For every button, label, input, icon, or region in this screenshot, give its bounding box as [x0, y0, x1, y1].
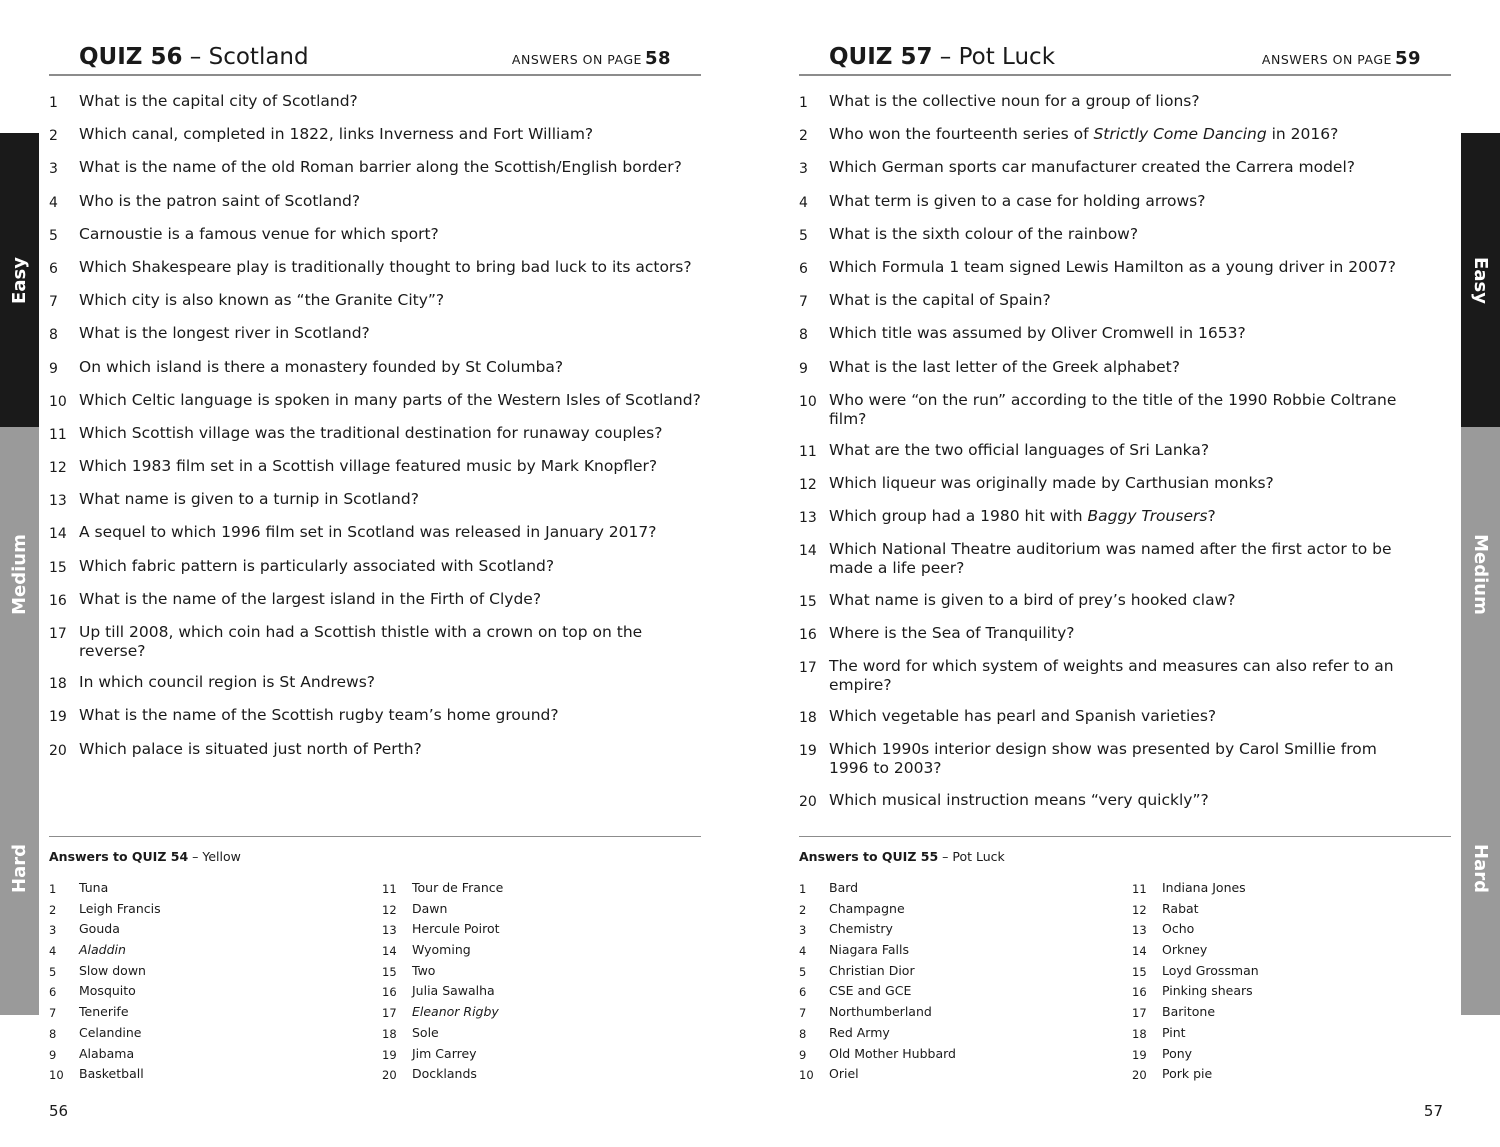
answer-text: Tuna — [79, 880, 109, 895]
answers-heading-quiz: Answers to QUIZ 55 — [799, 849, 939, 864]
question-text: Which fabric pattern is particularly associated with Scotland? — [79, 556, 555, 575]
quiz-title-sep: – — [182, 44, 209, 70]
question-item — [799, 740, 1459, 778]
answer-number: 17 — [382, 1006, 397, 1021]
question-text: What is the name of the largest island in the Firth of Clyde? — [79, 589, 542, 608]
answer-number: 18 — [1132, 1026, 1147, 1041]
answer-text: Aladdin — [79, 942, 126, 958]
question-item — [49, 125, 709, 146]
question-item — [799, 624, 1459, 645]
question-number: 1 — [799, 95, 808, 111]
question-text: A sequel to which 1996 film set in Scotland was released in January 2017? — [79, 523, 657, 542]
answers-column-2 — [382, 879, 503, 1086]
question-item — [49, 158, 709, 179]
answer-number: 14 — [382, 944, 397, 959]
answer-text: Oriel — [829, 1066, 859, 1082]
question-number: 16 — [799, 626, 817, 643]
question-item — [799, 324, 1459, 345]
answer-text: Gouda — [79, 921, 120, 937]
quiz-topic: Pot Luck — [958, 44, 1056, 70]
answer-text: Docklands — [412, 1066, 477, 1082]
question-number: 14 — [799, 543, 817, 560]
answer-number: 13 — [1132, 923, 1147, 938]
question-text: Which German sports car manufacturer created the Carrera model? — [829, 158, 1355, 177]
answers-on-label: ANSWERS ON PAGE — [511, 52, 642, 67]
answer-text: Red Army — [829, 1024, 890, 1040]
question-text: What is the capital of Spain? — [829, 291, 1051, 310]
answer-number: 9 — [49, 1047, 57, 1062]
question-number: 1 — [49, 95, 58, 111]
question-item — [49, 740, 709, 761]
question-item — [49, 324, 709, 345]
answer-item — [49, 941, 161, 962]
question-number: 3 — [799, 161, 808, 178]
answer-item — [1132, 920, 1259, 941]
question-item — [49, 490, 709, 511]
answer-text: Pony — [1162, 1045, 1193, 1061]
question-item — [49, 623, 709, 661]
answers-page-number: 58 — [644, 48, 671, 69]
answer-item — [382, 982, 503, 1003]
answer-text: Slow down — [79, 962, 146, 978]
question-item — [799, 358, 1459, 379]
question-item — [799, 225, 1459, 246]
tab-hard-label: Hard — [9, 843, 31, 893]
answer-text: Pinking shears — [1162, 983, 1253, 999]
answer-item — [1132, 1003, 1259, 1024]
question-text: What is the longest river in Scotland? — [79, 324, 370, 343]
answer-text: Alabama — [79, 1045, 135, 1061]
answer-text: Julia Sawalha — [412, 983, 495, 999]
tab-medium-label: Medium — [9, 533, 30, 615]
answer-item — [799, 1024, 956, 1045]
question-text: Which vegetable has pearl and Spanish varieties? — [829, 707, 1217, 726]
question-text: Which Shakespeare play is traditionally thought to bring bad luck to its actors? — [79, 257, 692, 276]
question-text: What is the capital city of Scotland? — [79, 92, 358, 110]
question-text: What is the last letter of the Greek alphabet? — [829, 357, 1180, 376]
answer-item — [1132, 1065, 1259, 1086]
answer-number: 19 — [1132, 1047, 1147, 1062]
answers-heading — [49, 849, 241, 864]
answer-item — [49, 982, 161, 1003]
answer-number: 19 — [382, 1047, 397, 1062]
answer-text: Jim Carrey — [412, 1045, 477, 1061]
answer-number: 7 — [799, 1006, 807, 1021]
question-number: 2 — [799, 128, 808, 145]
answer-text: Two — [412, 962, 436, 978]
question-text — [829, 507, 1459, 528]
answers-divider — [49, 836, 701, 837]
question-text: The word for which system of weights and measures can also refer to an empire? — [829, 657, 1394, 694]
answer-number: 2 — [799, 902, 807, 917]
answer-item — [799, 879, 956, 900]
question-item — [49, 391, 709, 412]
answer-item — [799, 1045, 956, 1066]
question-item — [799, 158, 1459, 179]
question-text: What name is given to a bird of prey’s hooked claw? — [829, 590, 1236, 609]
answers-column-2 — [1132, 879, 1259, 1086]
question-number: 2 — [49, 128, 58, 145]
right-page — [750, 0, 1500, 1147]
quiz-header — [49, 42, 701, 76]
answer-item — [1132, 982, 1259, 1003]
answer-text: Rabat — [1162, 900, 1199, 916]
answer-number: 3 — [49, 923, 57, 938]
answer-number: 2 — [49, 902, 57, 917]
answer-item — [382, 962, 503, 983]
question-number: 6 — [799, 260, 808, 277]
answer-text: Indiana Jones — [1162, 880, 1246, 895]
question-number: 19 — [49, 709, 67, 726]
question-text-part: ? — [1207, 507, 1216, 526]
answer-number: 8 — [799, 1026, 807, 1041]
answer-number: 6 — [799, 985, 807, 1000]
answer-text: Hercule Poirot — [412, 921, 500, 937]
answer-text: Dawn — [412, 900, 448, 916]
question-number: 10 — [49, 393, 67, 410]
question-text: Who is the patron saint of Scotland? — [79, 191, 361, 210]
question-text-part: in 2016? — [1266, 125, 1339, 144]
question-text: Which 1990s interior design show was presented by Carol Smillie from 1996 to 2003? — [829, 740, 1377, 778]
answer-item — [382, 1024, 503, 1045]
answers-divider — [799, 836, 1451, 837]
question-number: 20 — [799, 793, 817, 810]
answer-item — [382, 1045, 503, 1066]
question-item — [49, 258, 709, 279]
answer-item — [1132, 1024, 1259, 1045]
answer-number: 11 — [1132, 882, 1147, 896]
answer-text: Champagne — [829, 900, 905, 916]
question-text: Which Formula 1 team signed Lewis Hamilton as a young driver in 2007? — [829, 257, 1396, 276]
question-text: Carnoustie is a famous venue for which sport? — [79, 224, 439, 243]
answers-heading — [799, 849, 1005, 864]
answer-number: 11 — [382, 882, 397, 896]
question-list — [49, 92, 709, 773]
answer-item — [1132, 962, 1259, 983]
question-text: What is the name of the old Roman barrier along the Scottish/English border? — [79, 158, 682, 177]
answer-item — [799, 920, 956, 941]
question-number: 8 — [49, 327, 58, 344]
answer-number: 20 — [1132, 1068, 1147, 1083]
answer-item — [49, 920, 161, 941]
question-title-italic: Strictly Come Dancing — [1093, 125, 1267, 144]
question-number: 5 — [49, 227, 58, 244]
answer-text: Tour de France — [412, 880, 504, 895]
answers-column-1 — [799, 879, 956, 1086]
answers-heading-topic: – Pot Luck — [938, 849, 1005, 864]
question-number: 13 — [799, 510, 817, 527]
question-item — [49, 457, 709, 478]
answer-number: 20 — [382, 1068, 397, 1083]
answer-item — [1132, 900, 1259, 921]
question-item — [799, 258, 1459, 279]
question-item — [799, 474, 1459, 495]
tab-medium — [0, 427, 39, 721]
question-text: Which city is also known as “the Granite City”? — [79, 291, 445, 310]
answer-text: Bard — [829, 880, 859, 895]
quiz-title-sep: – — [932, 44, 959, 70]
question-text: Which Celtic language is spoken in many parts of the Western Isles of Scotland? — [79, 390, 701, 409]
quiz-header — [799, 42, 1451, 76]
question-number: 7 — [49, 294, 58, 311]
answer-text: Celandine — [79, 1024, 142, 1040]
question-number: 8 — [799, 327, 808, 344]
question-item — [799, 507, 1459, 528]
answer-item — [49, 962, 161, 983]
question-title-italic: Baggy Trousers — [1087, 507, 1208, 526]
answer-item — [382, 941, 503, 962]
question-text: On which island is there a monastery founded by St Columba? — [79, 357, 564, 376]
answer-number: 7 — [49, 1006, 57, 1021]
question-number: 12 — [799, 477, 817, 494]
question-item — [49, 706, 709, 727]
question-number: 10 — [799, 393, 817, 410]
tab-easy-label: Easy — [9, 256, 31, 304]
answer-text: Sole — [412, 1024, 439, 1040]
question-item — [799, 441, 1459, 462]
tab-easy — [0, 133, 39, 427]
answer-text: Ocho — [1162, 921, 1195, 937]
question-number: 3 — [49, 161, 58, 178]
question-text: What is the name of the Scottish rugby team’s home ground? — [79, 706, 559, 725]
question-number: 16 — [49, 592, 67, 609]
answer-number: 3 — [799, 923, 807, 938]
answer-number: 6 — [49, 985, 57, 1000]
answer-item — [1132, 879, 1259, 900]
question-item — [49, 192, 709, 213]
answer-item — [49, 900, 161, 921]
question-text — [829, 125, 1459, 146]
answer-item — [49, 879, 161, 900]
answers-page-number: 59 — [1394, 48, 1421, 69]
question-item — [799, 192, 1459, 213]
question-number: 14 — [49, 526, 67, 543]
question-number: 19 — [799, 743, 817, 760]
answer-text: CSE and GCE — [829, 983, 912, 999]
answer-text: Old Mother Hubbard — [829, 1045, 956, 1061]
question-number: 4 — [49, 194, 58, 211]
question-number: 9 — [49, 360, 58, 377]
question-item — [49, 424, 709, 445]
tab-easy-label: Easy — [1470, 256, 1492, 304]
quiz-title — [79, 44, 309, 70]
answer-text: Baritone — [1162, 1004, 1216, 1020]
answer-text: Orkney — [1162, 942, 1208, 958]
question-text: Which musical instruction means “very quickly”? — [829, 790, 1209, 809]
answer-text: Basketball — [79, 1066, 144, 1082]
answer-text: Leigh Francis — [79, 900, 161, 916]
question-text: Which canal, completed in 1822, links Inverness and Fort William? — [79, 125, 594, 144]
question-number: 18 — [799, 710, 817, 727]
answers-column-1 — [49, 879, 161, 1086]
question-item — [49, 523, 709, 544]
tab-easy — [1461, 133, 1500, 427]
answer-item — [382, 1065, 503, 1086]
question-number: 6 — [49, 260, 58, 277]
question-number: 17 — [799, 660, 817, 676]
question-item — [799, 92, 1459, 113]
answer-number: 17 — [1132, 1006, 1147, 1021]
tab-hard — [0, 721, 39, 1015]
question-text: Where is the Sea of Tranquility? — [829, 623, 1075, 642]
answer-number: 13 — [382, 923, 397, 938]
question-text: Which liqueur was originally made by Carthusian monks? — [829, 474, 1274, 493]
answer-item — [799, 941, 956, 962]
answer-text: Pint — [1162, 1024, 1186, 1040]
question-text: Which National Theatre auditorium was named after the first actor to be made a life peer? — [829, 540, 1392, 578]
question-number: 17 — [49, 626, 67, 642]
answer-number: 4 — [49, 944, 57, 959]
answer-number: 10 — [799, 1068, 814, 1083]
question-number: 13 — [49, 493, 67, 510]
answer-item — [1132, 1045, 1259, 1066]
answer-number: 15 — [382, 964, 397, 979]
question-text: In which council region is St Andrews? — [79, 673, 376, 692]
quiz-number: QUIZ 56 — [79, 44, 183, 70]
answer-text: Mosquito — [79, 983, 136, 999]
answer-item — [49, 1065, 161, 1086]
question-item — [799, 391, 1459, 429]
quiz-topic: Scotland — [208, 44, 309, 70]
answer-item — [799, 900, 956, 921]
question-item — [799, 707, 1459, 728]
answer-item — [382, 920, 503, 941]
question-text: What is the sixth colour of the rainbow? — [829, 224, 1139, 243]
answer-number: 1 — [799, 882, 807, 896]
question-text: What are the two official languages of Sri Lanka? — [829, 440, 1210, 459]
question-item — [799, 657, 1459, 695]
question-text: What is the collective noun for a group of lions? — [829, 92, 1200, 110]
question-item — [49, 590, 709, 611]
answer-number: 4 — [799, 944, 807, 959]
question-item — [49, 557, 709, 578]
answer-item — [799, 962, 956, 983]
question-item — [49, 291, 709, 312]
answers-on-page — [512, 48, 671, 69]
answer-text: Loyd Grossman — [1162, 962, 1259, 978]
question-item — [49, 673, 709, 694]
answer-item — [49, 1045, 161, 1066]
question-item — [49, 92, 709, 113]
answer-number: 1 — [49, 882, 57, 896]
answer-text: Northumberland — [829, 1004, 932, 1020]
tab-medium — [1461, 427, 1500, 721]
question-item — [799, 291, 1459, 312]
answer-item — [382, 1003, 503, 1024]
question-text-part: Which group had a 1980 hit with — [829, 507, 1088, 526]
answer-item — [1132, 941, 1259, 962]
answer-item — [799, 1065, 956, 1086]
answer-item — [382, 879, 503, 900]
question-text: Which Scottish village was the traditional destination for runaway couples? — [79, 423, 663, 442]
answers-heading-quiz: Answers to QUIZ 54 — [49, 849, 189, 864]
question-text: Up till 2008, which coin had a Scottish thistle with a crown on top on the reverse? — [79, 623, 643, 660]
question-number: 4 — [799, 194, 808, 211]
answer-number: 18 — [382, 1026, 397, 1041]
answer-number: 10 — [49, 1068, 64, 1083]
answers-on-page — [1262, 48, 1421, 69]
question-text: What name is given to a turnip in Scotland? — [79, 490, 419, 509]
question-text-part: Who won the fourteenth series of — [829, 125, 1094, 144]
answer-number: 15 — [1132, 964, 1147, 979]
question-text: What term is given to a case for holding arrows? — [829, 191, 1206, 210]
answers-heading-topic: – Yellow — [188, 849, 241, 864]
answer-text: Wyoming — [412, 942, 471, 958]
answer-item — [799, 1003, 956, 1024]
question-item — [799, 591, 1459, 612]
quiz-title — [829, 44, 1055, 70]
question-number: 11 — [49, 426, 67, 443]
answer-number: 16 — [1132, 985, 1147, 1000]
question-item — [799, 540, 1459, 578]
question-number: 20 — [49, 742, 67, 759]
answer-text: Christian Dior — [829, 962, 915, 978]
tab-medium-label: Medium — [1470, 533, 1491, 615]
quiz-number: QUIZ 57 — [829, 44, 933, 70]
answer-text: Niagara Falls — [829, 942, 910, 958]
answer-text: Tenerife — [79, 1004, 129, 1020]
question-number: 7 — [799, 294, 808, 311]
answer-number: 8 — [49, 1026, 57, 1041]
question-number: 9 — [799, 360, 808, 377]
answer-text: Chemistry — [829, 921, 893, 937]
question-number: 18 — [49, 676, 67, 693]
question-number: 15 — [799, 593, 817, 610]
answer-text: Eleanor Rigby — [412, 1004, 499, 1020]
question-item — [799, 125, 1459, 146]
answer-item — [49, 1003, 161, 1024]
question-list — [799, 92, 1459, 824]
answer-number: 12 — [382, 902, 397, 917]
question-item — [799, 791, 1459, 812]
question-item — [49, 358, 709, 379]
question-text: Which title was assumed by Oliver Cromwell in 1653? — [829, 324, 1246, 343]
question-number: 12 — [49, 460, 67, 477]
question-text: Which 1983 film set in a Scottish village featured music by Mark Knopfler? — [79, 457, 658, 476]
answer-item — [49, 1024, 161, 1045]
answer-number: 5 — [799, 964, 807, 979]
page-number: 56 — [49, 1102, 69, 1120]
question-text: Who were “on the run” according to the title of the 1990 Robbie Coltrane film? — [829, 390, 1397, 428]
question-text: Which palace is situated just north of Perth? — [79, 739, 422, 758]
answer-number: 12 — [1132, 902, 1147, 917]
answer-number: 14 — [1132, 944, 1147, 959]
question-number: 5 — [799, 227, 808, 244]
question-number: 11 — [799, 443, 817, 460]
answer-item — [382, 900, 503, 921]
answer-number: 9 — [799, 1047, 807, 1062]
answers-on-label: ANSWERS ON PAGE — [1261, 52, 1392, 67]
tab-hard-label: Hard — [1470, 843, 1492, 893]
page-number: 57 — [1423, 1102, 1443, 1120]
question-number: 15 — [49, 559, 67, 576]
answer-number: 5 — [49, 964, 57, 979]
answer-number: 16 — [382, 985, 397, 1000]
answer-text: Pork pie — [1162, 1066, 1213, 1082]
answer-item — [799, 982, 956, 1003]
tab-hard — [1461, 721, 1500, 1015]
question-item — [49, 225, 709, 246]
